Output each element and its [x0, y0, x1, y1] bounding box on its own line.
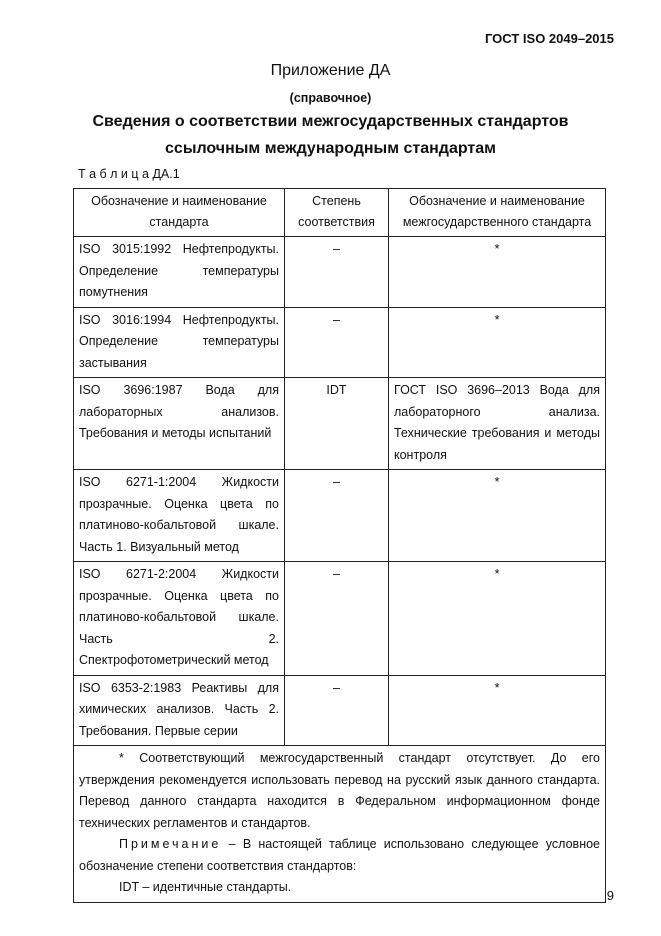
- annex-heading-line-2: ссылочным международным стандартам: [165, 140, 496, 157]
- table-notes-row: [74, 746, 606, 903]
- table-row: [74, 307, 606, 378]
- annex-title: Приложение ДА: [270, 62, 391, 79]
- cell-interstate-standard: *: [389, 675, 606, 746]
- header-degree-of-correspondence: Степень соответствия: [285, 189, 389, 237]
- table-row: [74, 675, 606, 746]
- table-row: [74, 470, 606, 562]
- table-row: [74, 562, 606, 676]
- annex-heading-line-1: Сведения о соответствии межгосударственных стандартов: [92, 113, 569, 130]
- cell-degree: –: [285, 470, 389, 562]
- cell-interstate-standard: *: [389, 562, 606, 676]
- page-number: 9: [606, 888, 614, 903]
- footnote-text: * Соответствующий межгосударственный стандарт отсутствует. До его утверждения рекомендуется использовать перевод на русский язык данного стандарта. Перевод данного стандарта находится в Федеральном информационном фонде технических регламентов и стандартов.: [79, 751, 600, 830]
- table-header-row: [74, 189, 606, 237]
- cell-degree: –: [285, 307, 389, 378]
- cell-international-standard: ISO 3016:1994 Нефтепродукты. Определение температуры застывания: [74, 307, 285, 378]
- table-row: [74, 237, 606, 308]
- note-idt-definition: IDT – идентичные стандарты.: [119, 880, 292, 894]
- cell-degree: –: [285, 675, 389, 746]
- cell-degree: IDT: [285, 378, 389, 470]
- cell-international-standard: ISO 3696:1987 Вода для лабораторных анализов. Требования и методы испытаний: [74, 378, 285, 470]
- table-caption: Т а б л и ц а ДА.1: [78, 167, 180, 181]
- note-paragraph: [79, 834, 600, 877]
- table-notes: [74, 746, 606, 903]
- cell-international-standard: ISO 6353-2:1983 Реактивы для химических анализов. Часть 2. Требования. Первые серии: [74, 675, 285, 746]
- annex-kind: (справочное): [289, 91, 372, 105]
- note-text: – В настоящей таблице использовано следующее условное обозначение степени соответствия стандартов:: [79, 837, 600, 873]
- note-label: Примечание: [119, 837, 222, 851]
- cell-degree: –: [285, 237, 389, 308]
- cell-interstate-standard: ГОСТ ISO 3696–2013 Вода для лабораторного анализа. Технические требования и методы контроля: [389, 378, 606, 470]
- correspondence-table: [73, 188, 606, 903]
- cell-international-standard: ISO 3015:1992 Нефтепродукты. Определение температуры помутнения: [74, 237, 285, 308]
- standard-designation: ГОСТ ISO 2049–2015: [484, 31, 614, 46]
- cell-international-standard: ISO 6271-1:2004 Жидкости прозрачные. Оценка цвета по платиново-кобальтовой шкале. Часть 1. Визуальный метод: [74, 470, 285, 562]
- cell-degree: –: [285, 562, 389, 676]
- cell-international-standard: ISO 6271-2:2004 Жидкости прозрачные. Оценка цвета по платиново-кобальтовой шкале. Часть 2. Спектрофотометрический метод: [74, 562, 285, 676]
- cell-interstate-standard: *: [389, 307, 606, 378]
- cell-interstate-standard: *: [389, 237, 606, 308]
- cell-interstate-standard: *: [389, 470, 606, 562]
- header-interstate-standard: Обозначение и наименование межгосударственного стандарта: [389, 189, 606, 237]
- header-international-standard: Обозначение и наименование стандарта: [74, 189, 285, 237]
- table-row: [74, 378, 606, 470]
